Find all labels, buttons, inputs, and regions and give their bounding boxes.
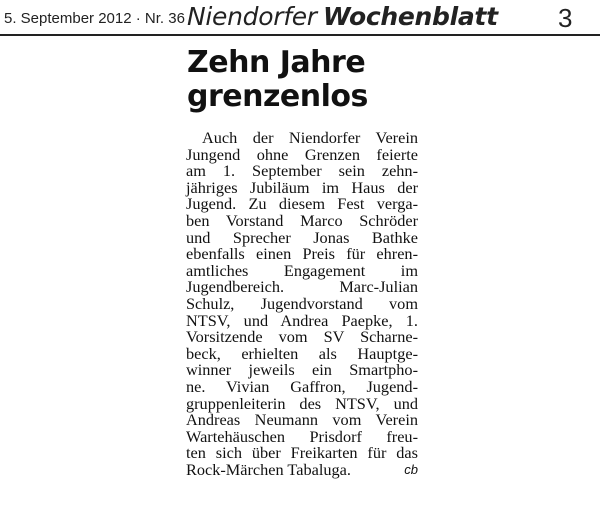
body-line-last <box>186 459 418 479</box>
body-line: beck, erhielten als Hauptge- <box>186 343 418 363</box>
body-line: und Sprecher Jonas Bathke <box>186 227 418 247</box>
author-initials: cb <box>404 461 418 477</box>
header-rule <box>0 34 600 36</box>
body-line: Andreas Neumann vom Verein <box>186 410 418 430</box>
body-line: Jugend. Zu diesem Fest verga- <box>186 194 418 214</box>
body-line: Jungend ohne Grenzen feierte <box>186 144 418 164</box>
final-sentence: Rock-Märchen Tabaluga. <box>186 459 351 479</box>
body-line: winner jeweils ein Smartpho- <box>186 360 418 380</box>
body-line: jähriges Jubiläum im Haus der <box>186 177 418 197</box>
body-line: ebenfalls einen Preis für ehren- <box>186 244 418 264</box>
body-line: ben Vorstand Marco Schröder <box>186 210 418 230</box>
body-line: Wartehäuschen Prisdorf freu- <box>186 426 418 446</box>
article-headline <box>187 46 447 114</box>
issue-date: 5. September 2012 · Nr. 36 <box>4 10 185 27</box>
article-body <box>186 130 418 478</box>
body-line: Vorsitzende vom SV Scharne- <box>186 327 418 347</box>
body-line: am 1. September sein zehn- <box>186 161 418 181</box>
body-line: Schulz, Jugendvorstand vom <box>186 293 418 313</box>
masthead-bold: Wochenblatt <box>323 2 498 31</box>
body-line: ten sich über Freikarten für das <box>186 443 418 463</box>
body-line: Auch der Niendorfer Verein <box>202 128 418 147</box>
body-line: gruppenleiterin des NTSV, und <box>186 393 418 413</box>
headline-line: Zehn Jahre <box>187 45 366 80</box>
page-header <box>0 0 600 34</box>
masthead-light: Niendorfer <box>187 2 317 31</box>
body-line: Jugendbereich. Marc-Julian <box>186 277 418 297</box>
headline-line: grenzenlos <box>187 79 368 114</box>
body-line: amtliches Engagement im <box>186 260 418 280</box>
page-number: 3 <box>558 3 573 33</box>
body-line: ne. Vivian Gaffron, Jugend- <box>186 376 418 396</box>
body-line: NTSV, und Andrea Paepke, 1. <box>186 310 418 330</box>
newspaper-masthead <box>187 2 498 32</box>
